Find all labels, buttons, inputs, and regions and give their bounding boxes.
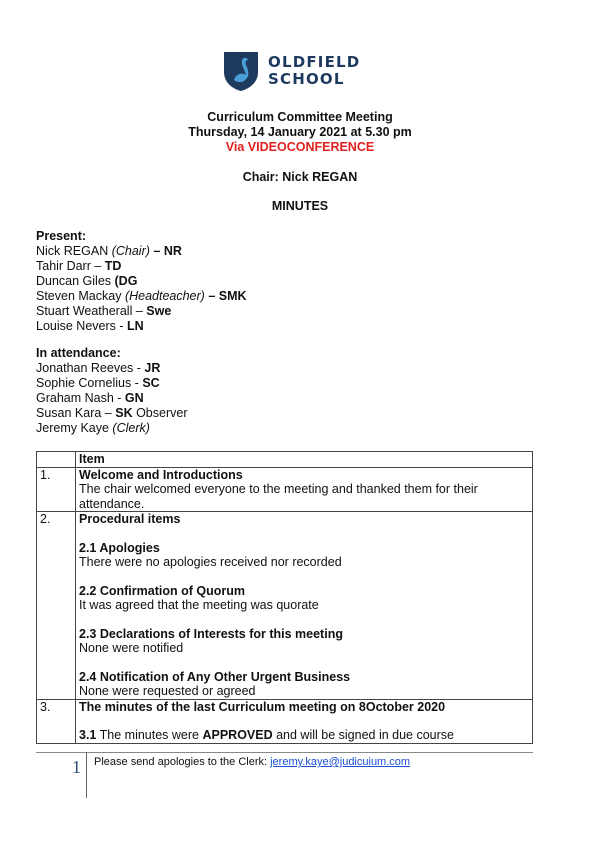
table-header-row — [37, 452, 533, 468]
item-title: Welcome and Introductions — [79, 467, 243, 482]
present-section — [36, 229, 247, 334]
present-person: Steven Mackay (Headteacher) – SMK — [36, 289, 247, 303]
attendance-person: Susan Kara – SK Observer — [36, 406, 188, 420]
subitem-title: 2.4 Notification of Any Other Urgent Business — [79, 669, 351, 684]
table-row — [37, 699, 533, 743]
item-number: 1. — [37, 467, 76, 512]
clerk-email-link[interactable]: jeremy.kaye@judicuium.com — [270, 756, 411, 768]
attendance-person: Sophie Cornelius - SC — [36, 376, 160, 390]
subitem-title: 2.3 Declarations of Interests for this meeting — [79, 626, 343, 641]
footer-divider — [36, 752, 533, 753]
table-row — [37, 512, 533, 700]
footer-vertical-rule — [86, 752, 87, 798]
item-text: The chair welcomed everyone to the meeting and thanked them for their attendance. — [79, 482, 478, 511]
subitem-text: 3.1 The minutes were APPROVED and will be signed in due course — [79, 728, 454, 742]
subitem-text: None were requested or agreed — [79, 684, 256, 698]
present-person: Stuart Weatherall – Swe — [36, 304, 172, 318]
meeting-date: Thursday, 14 January 2021 at 5.30 pm — [188, 125, 412, 139]
item-title: The minutes of the last Curriculum meeting on 8October 2020 — [79, 699, 446, 714]
subitem-text: It was agreed that the meeting was quorate — [79, 598, 319, 612]
attendance-person: Jonathan Reeves - JR — [36, 361, 161, 375]
logo-line1: OLDFIELD — [268, 53, 361, 71]
table-header-item: Item — [76, 452, 533, 468]
attendance-section — [36, 346, 188, 436]
page-number: 1 — [72, 757, 81, 777]
present-person: Nick REGAN (Chair) – NR — [36, 244, 182, 258]
logo-line2: SCHOOL — [268, 70, 345, 88]
swan-shield-icon — [222, 50, 260, 92]
attendance-title: In attendance: — [36, 346, 121, 360]
school-logo — [222, 50, 360, 92]
item-number: 3. — [37, 699, 76, 743]
subitem-text: None were notified — [79, 641, 184, 655]
attendance-person: Jeremy Kaye (Clerk) — [36, 421, 150, 435]
meeting-venue: Via VIDEOCONFERENCE — [225, 140, 375, 154]
present-person: Duncan Giles (DG — [36, 274, 138, 288]
item-number: 2. — [37, 512, 76, 700]
present-title: Present: — [36, 229, 87, 243]
subitem-title: 2.2 Confirmation of Quorum — [79, 583, 245, 598]
minutes-table — [36, 451, 533, 744]
item-title: Procedural items — [79, 512, 181, 526]
meeting-title: Curriculum Committee Meeting — [207, 110, 393, 124]
footer-text: Please send apologies to the Clerk: — [94, 756, 271, 768]
footer-note — [94, 756, 410, 768]
subitem-text: There were no apologies received nor recorded — [79, 555, 342, 569]
subitem-title: 2.1 Apologies — [79, 540, 160, 555]
table-row — [37, 467, 533, 512]
present-person: Tahir Darr – TD — [36, 259, 122, 273]
meeting-chair: Chair: Nick REGAN — [242, 170, 358, 184]
present-person: Louise Nevers - LN — [36, 319, 144, 333]
minutes-heading: MINUTES — [271, 199, 329, 213]
attendance-person: Graham Nash - GN — [36, 391, 144, 405]
